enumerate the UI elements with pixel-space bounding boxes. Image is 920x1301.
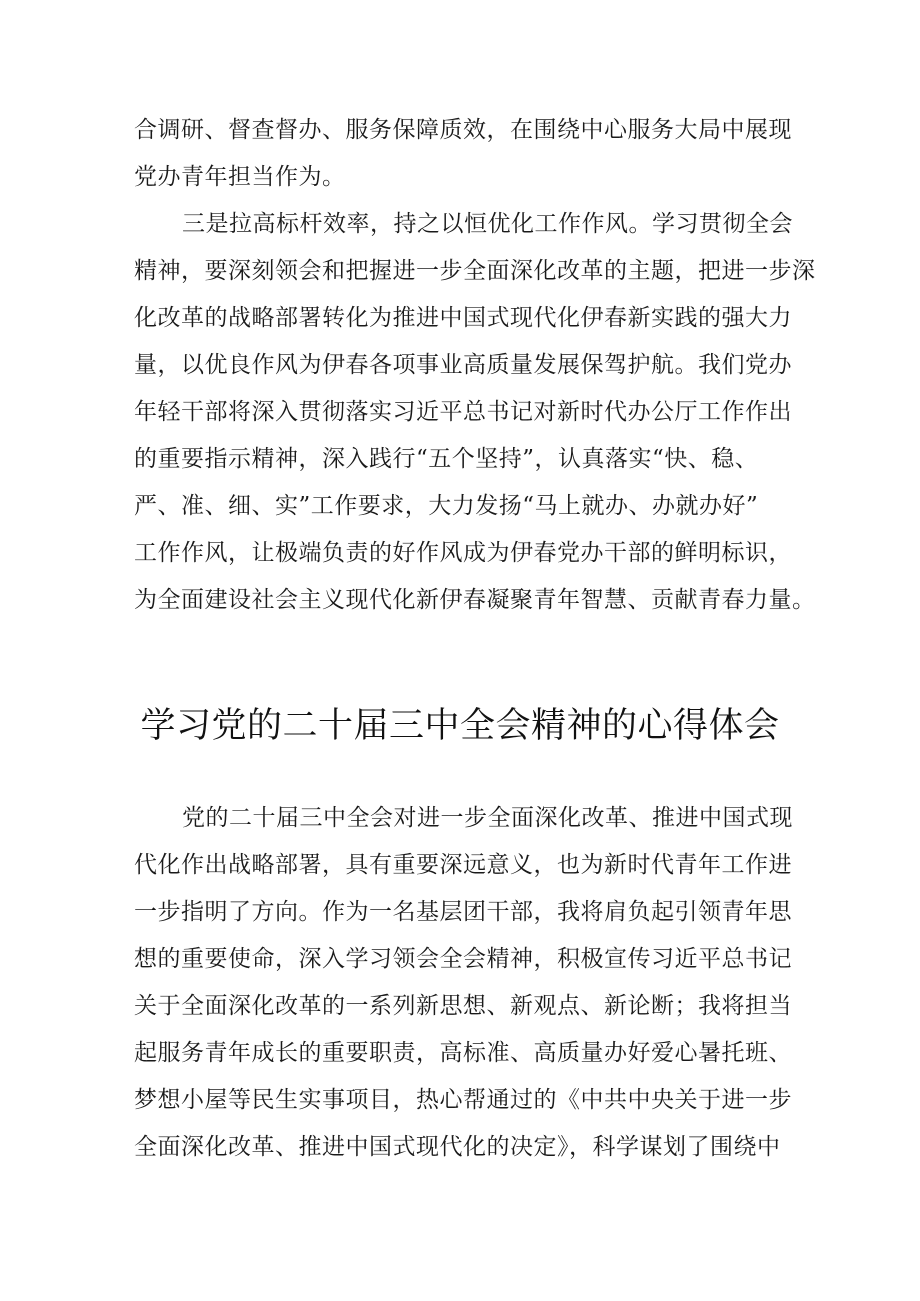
text-line: 党办青年担当作为。 [134, 164, 346, 190]
text-line: 想的重要使命，深入学习领会全会精神，积极宣传习近平总书记 [134, 946, 792, 972]
continuation-paragraph [134, 107, 794, 201]
text-line: 一步指明了方向。作为一名基层团干部，我将肩负起引领青年思 [134, 899, 792, 925]
text-line: 年轻干部将深入贯彻落实习近平总书记对新时代办公厅工作作出 [134, 399, 792, 425]
text-line: 起服务青年成长的重要职责，高标准、高质量办好爱心暑托班、 [134, 1040, 792, 1066]
text-line: 代化作出战略部署，具有重要深远意义，也为新时代青年工作进 [134, 852, 792, 878]
text-line: 全面深化改革、推进中国式现代化的决定》，科学谋划了围绕中 [134, 1134, 781, 1160]
text-line: 的重要指示精神，深入践行“五个坚持”，认真落实“快、稳、 [134, 446, 759, 472]
text-line: 为全面建设社会主义现代化新伊春凝聚青年智慧、贡献青春力量。 [134, 587, 816, 613]
text-line-first: 党的二十届三中全会对进一步全面深化改革、推进中国式现 [182, 805, 793, 831]
text-line: 严、准、细、实”工作要求，大力发扬“马上就办、办就办好” [134, 493, 759, 519]
text-line: 精神，要深刻领会和把握进一步全面深化改革的主题，把进一步深 [134, 258, 816, 284]
text-line: 量，以优良作风为伊春各项事业高质量发展保驾护航。我们党办 [134, 352, 792, 378]
article-paragraph-one [134, 795, 794, 1171]
text-line-first: 三是拉高标杆效率，持之以恒优化工作作风。学习贯彻全会 [182, 211, 793, 237]
text-line: 合调研、督查督办、服务保障质效，在围绕中心服务大局中展现 [134, 117, 792, 143]
text-line: 梦想小屋等民生实事项目，热心帮通过的《中共中央关于进一步 [134, 1087, 792, 1113]
text-line: 关于全面深化改革的一系列新思想、新观点、新论断；我将担当 [134, 993, 792, 1019]
article-title: 学习党的二十届三中全会精神的心得体会 [140, 706, 780, 746]
paragraph-three [134, 201, 816, 624]
text-line: 化改革的战略部署转化为推进中国式现代化伊春新实践的强大力 [134, 305, 792, 331]
text-line: 工作作风，让极端负责的好作风成为伊春党办干部的鲜明标识， [134, 540, 792, 566]
